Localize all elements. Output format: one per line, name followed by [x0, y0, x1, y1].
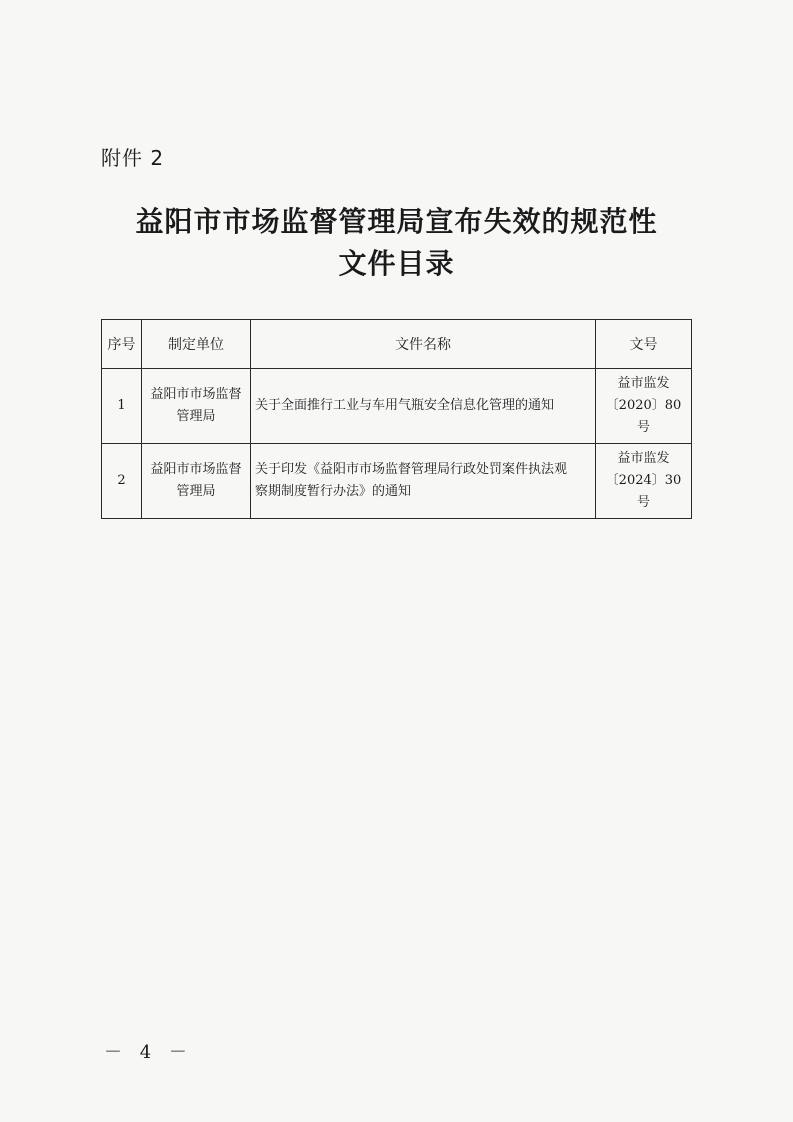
- row-document-name: [251, 444, 596, 519]
- document-title-line1: 益阳市市场监督管理局宣布失效的规范性: [135, 205, 658, 238]
- header-document-name: 文件名称: [251, 320, 596, 369]
- table-row: [102, 444, 692, 519]
- row-document-number: [596, 369, 692, 444]
- row-issuing-unit: [142, 369, 251, 444]
- row-index: 2: [102, 444, 142, 519]
- table-header-row: [102, 320, 692, 369]
- name-line: 察期制度暂行办法》的通知: [255, 484, 412, 499]
- name-line: 关于全面推行工业与车用气瓶安全信息化管理的通知: [255, 398, 555, 413]
- unit-line: 益阳市市场监督: [150, 462, 242, 477]
- name-line: 关于印发《益阳市市场监督管理局行政处罚案件执法观: [255, 462, 568, 477]
- row-document-name: [251, 369, 596, 444]
- header-issuing-unit: 制定单位: [142, 320, 251, 369]
- unit-line: 管理局: [176, 484, 216, 499]
- header-index: 序号: [102, 320, 142, 369]
- docnum-line: 益市监发: [617, 376, 670, 391]
- docnum-line: 益市监发: [617, 451, 670, 466]
- table-row: [102, 369, 692, 444]
- row-issuing-unit: [142, 444, 251, 519]
- unit-line: 管理局: [176, 409, 216, 424]
- docnum-line: 〔2024〕30 号: [605, 473, 682, 510]
- unit-line: 益阳市市场监督: [150, 387, 242, 402]
- page-number: － 4 －: [104, 1042, 193, 1063]
- attachment-label: 附件 2: [101, 146, 165, 170]
- row-document-number: [596, 444, 692, 519]
- row-index: 1: [102, 369, 142, 444]
- docnum-line: 〔2020〕80 号: [605, 398, 682, 435]
- header-document-number: 文号: [596, 320, 692, 369]
- invalidated-documents-table: [101, 319, 692, 519]
- document-title-line2: 文件目录: [338, 247, 455, 280]
